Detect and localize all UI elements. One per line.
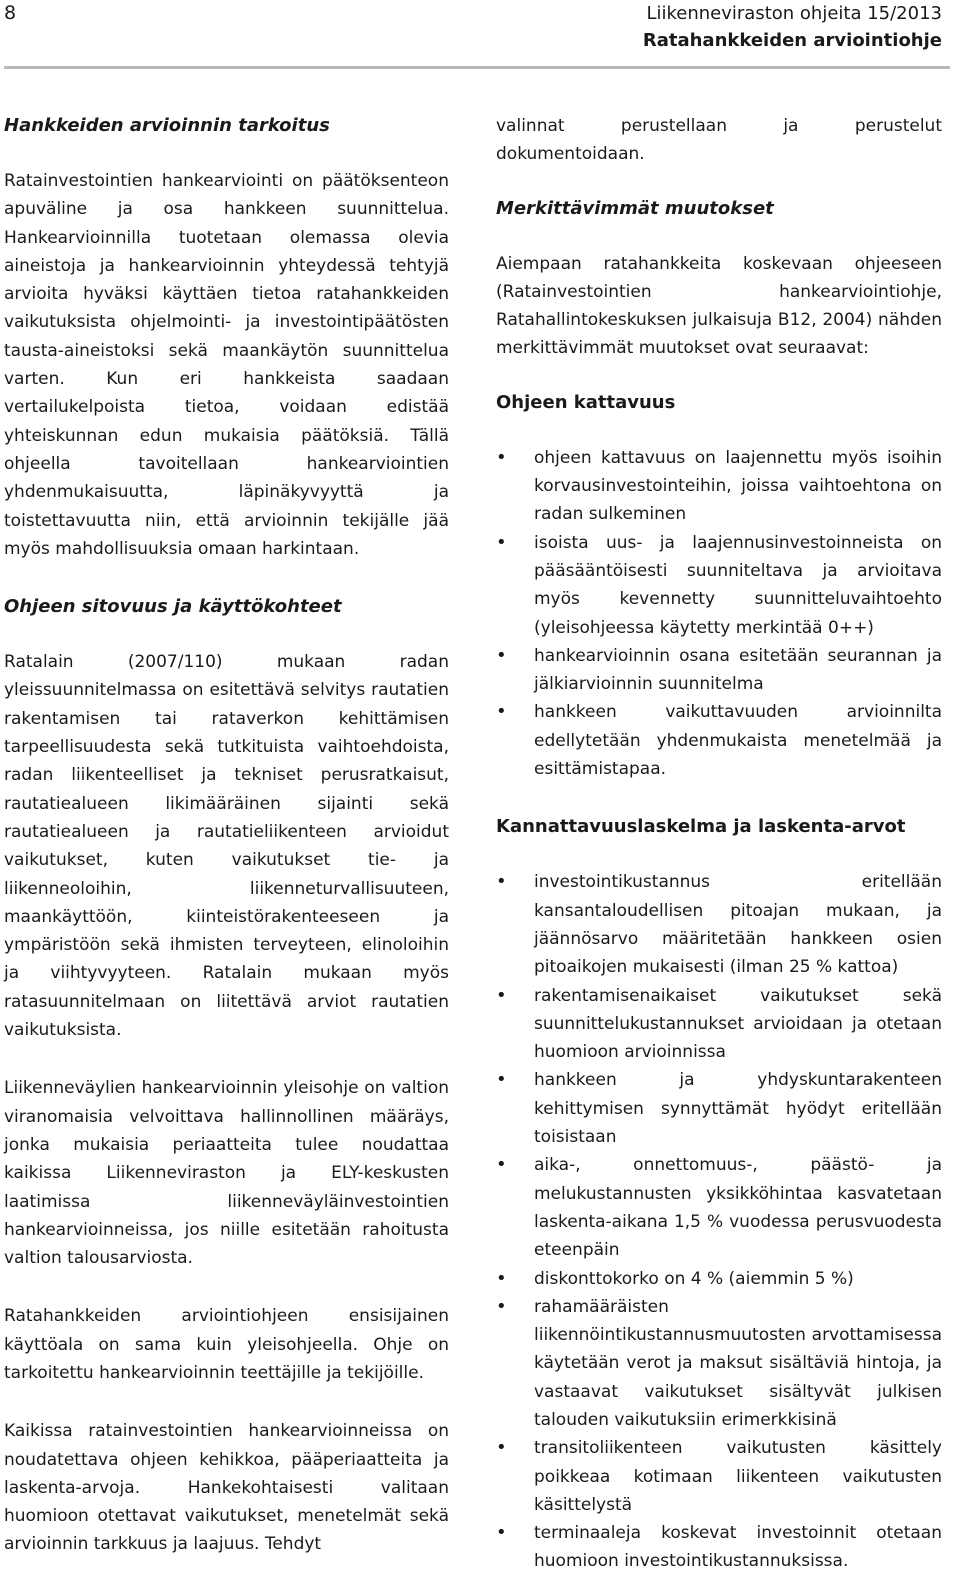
list-item: • investointikustannus eritellään kansantaloudellisen pitoajan mukaan, ja jäännösarvo määritetään hankkeen osien pitoaikojen mukaisesti (ilman 25 % kattoa): [496, 868, 942, 981]
paragraph: Kaikissa ratainvestointien hankearvioinneissa on noudatettava ohjeen kehikkoa, pääperiaatteita ja laskenta-arvoja. Hankekohtaisesti valitaan huomioon otettavat vaikutukset, menetelmät sekä arvioinnin tarkkuus ja laajuus. Tehdyt: [4, 1421, 449, 1555]
coverage-list: [496, 444, 942, 784]
paragraph-continued: valinnat perustellaan ja perustelut dokumentoidaan.: [496, 116, 942, 165]
list-item: • isoista uus- ja laajennusinvestoinneista on pääsääntöisesti suunniteltava ja arvioitava myös kevennetty suunnitteluvaihtoehto (yleisohjeessa käytetty merkintää 0++): [496, 529, 942, 642]
page-number: 8: [4, 2, 17, 24]
section-heading-purpose: Hankkeiden arvioinnin tarkoitus: [4, 115, 330, 136]
subheading-coverage: Ohjeen kattavuus: [496, 391, 676, 413]
list-item: • ohjeen kattavuus on laajennettu myös isoihin korvausinvestointeihin, joissa vaihtoehtona on radan sulkeminen: [496, 444, 942, 529]
subheading-profitability: Kannattavuuslaskelma ja laskenta-arvot: [496, 816, 906, 838]
left-column: [4, 112, 449, 1559]
profitability-list: [496, 868, 942, 1575]
list-item: • rahamääräisten liikennöintikustannusmuutosten arvottamisessa käytetään verot ja maksut sisältäviä hintoja, ja vastaavat vaikutukset sisältyvät julkisen talouden vaikutuksiin erimerkkisinä: [496, 1293, 942, 1434]
section-heading-scope: Ohjeen sitovuus ja käyttökohteet: [4, 596, 342, 618]
list-item: • hankearvioinnin osana esitetään seurannan ja jälkiarvioinnin suunnitelma: [496, 642, 942, 699]
section-heading-changes: Merkittävimmät muutokset: [496, 197, 774, 219]
list-item: • hankkeen ja yhdyskuntarakenteen kehittymisen synnyttämät hyödyt eritellään toisistaan: [496, 1066, 942, 1151]
list-item: • aika-, onnettomuus-, päästö- ja melukustannusten yksikköhintaa kasvatetaan laskenta-aikana 1,5 % vuodessa perusvuodesta eteenpäin: [496, 1151, 942, 1264]
list-item: • diskonttokorko on 4 % (aiemmin 5 %): [496, 1265, 942, 1293]
list-item: • terminaaleja koskevat investoinnit otetaan huomioon investointikustannuksissa.: [496, 1519, 942, 1576]
running-header: [643, 0, 942, 54]
paragraph: Liikenneväylien hankearvioinnin yleisohje on valtion viranomaisia velvoittava hallinnollinen määräys, jonka mukaisia periaatteita tulee noudattaa kaikissa Liikenneviraston ja ELY-keskusten laatimissa liikenneväyläinvestointien hankearvioinneissa, jos niille esitetään rahoitusta valtion talousarviosta.: [4, 1078, 449, 1269]
list-item: • hankkeen vaikuttavuuden arvioinnilta edellytetään yhdenmukaista menetelmää ja esittämistapaa.: [496, 698, 942, 783]
paragraph: Ratahankkeiden arviointiohjeen ensisijainen käyttöala on sama kuin yleisohjeella. Ohje on tarkoitettu hankearvioinnin teettäjille ja tekijöille.: [4, 1306, 449, 1383]
paragraph: Ratainvestointien hankearviointi on päätöksenteon apuväline ja osa hankkeen suunnittelua. Hankearvioinnilla tuotetaan olemassa olevia aineistoja ja hankearvioinnin yhteydessä tehtyjä arvioita hyväksi käyttäen tietoa ratahankkeiden vaikutuksista ohjelmointi- ja investointipäätösten tausta-aineistoksi sekä maankäytön suunnittelua varten. Kun eri hankkeista saadaan vertailukelpoista tietoa, voidaan edistää yhteiskunnan edun mukaisia päätöksiä. Tällä ohjeella tavoitellaan hankearviointien yhdenmukaisuutta, läpinäkyvyyttä ja toistettavuutta niin, että arvioinnin tekijälle jää myös mahdollisuuksia omaan harkintaan.: [4, 171, 449, 559]
paragraph: Aiempaan ratahankkeita koskevaan ohjeeseen (Ratainvestointien hankearviointiohje, Ratahallintokeskuksen julkaisuja B12, 2004) nähden merkittävimmät muutokset ovat seuraavat:: [496, 253, 942, 359]
publication-series: Liikenneviraston ohjeita 15/2013: [646, 3, 942, 24]
header-rule: [4, 66, 950, 69]
paragraph: Ratalain (2007/110) mukaan radan yleissuunnitelmassa on esitettävä selvitys rautatien rakentamisen tai rataverkon kehittämisen tarpeellisuudesta sekä tutkituista vaihtoehdoista, radan liikenteelliset ja tekniset perusratkaisut, rautatiealueen likimääräinen sijainti sekä rautatiealueen ja rautatieliikenteen arvioidut vaikutukset, kuten vaikutukset tie- ja liikenneoloihin, liikenneturvallisuuteen, maankäyttöön, kiinteistörakenteeseen ja ympäristöön sekä ihmisten terveyteen, elinoloihin ja viihtyvyyteen. Ratalain mukaan myös ratasuunnitelmaan on liitettävä arviot rautatien vaikutuksista.: [4, 652, 449, 1041]
right-column: [496, 112, 942, 1576]
list-item: • transitoliikenteen vaikutusten käsittely poikkeaa kotimaan liikenteen vaikutusten käsittelystä: [496, 1434, 942, 1519]
document-title: Ratahankkeiden arviointiohje: [642, 30, 942, 51]
list-item: • rakentamisenaikaiset vaikutukset sekä suunnittelukustannukset arvioidaan ja otetaan huomioon arvioinnissa: [496, 982, 942, 1067]
